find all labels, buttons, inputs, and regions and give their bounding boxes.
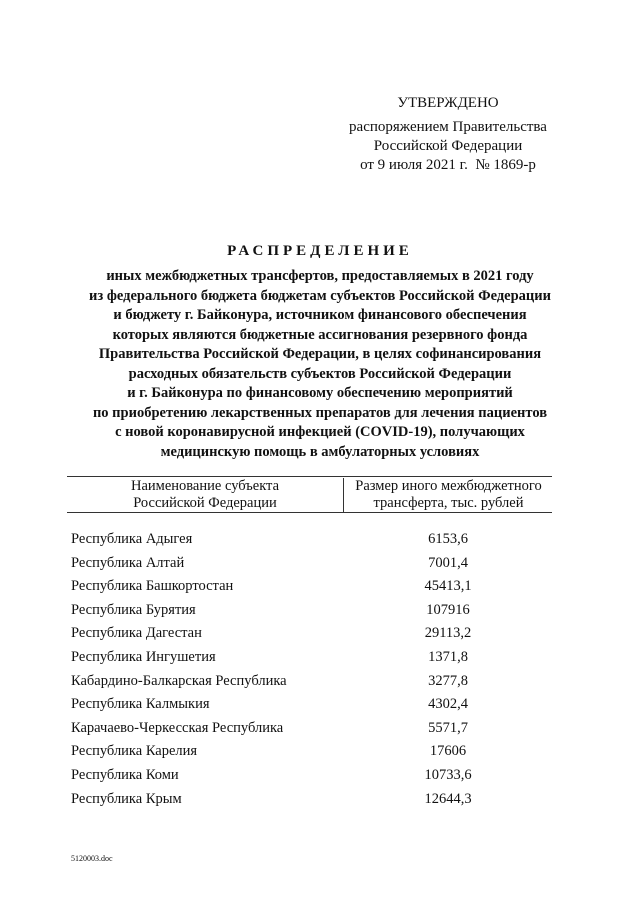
transfer-amount: 12644,3 bbox=[424, 790, 472, 807]
table-row bbox=[67, 696, 552, 719]
table-row bbox=[67, 720, 552, 743]
transfer-amount: 17606 bbox=[429, 743, 467, 760]
subtitle-line: из федерального бюджета бюджетам субъектов Российской Федерации bbox=[89, 287, 551, 304]
transfer-amount: 29113,2 bbox=[424, 625, 472, 642]
region-name: Республика Адыгея bbox=[71, 531, 193, 547]
region-name: Республика Ингушетия bbox=[71, 649, 216, 665]
header-amount: Размер иного межбюджетного трансферта, тыс. рублей bbox=[343, 478, 553, 512]
table-row bbox=[67, 555, 552, 578]
subtitle-line: медицинскую помощь в амбулаторных условиях bbox=[160, 443, 480, 460]
region-name: Республика Бурятия bbox=[71, 601, 196, 618]
region-name: Республика Дагестан bbox=[71, 625, 202, 642]
region-name: Республика Крым bbox=[71, 790, 182, 807]
region-name: Республика Башкортостан bbox=[71, 578, 234, 595]
region-name: Кабардино-Балкарская Республика bbox=[71, 672, 287, 689]
subtitle-line: и бюджету г. Байконура, источником финансового обеспечения bbox=[113, 307, 527, 323]
table-row bbox=[67, 531, 552, 554]
table-row bbox=[67, 743, 552, 766]
table-row bbox=[67, 625, 552, 648]
approval-title: УТВЕРЖДЕНО bbox=[397, 95, 499, 111]
subtitle-line: которых являются бюджетные ассигнования резервного фонда bbox=[112, 326, 528, 343]
transfer-amount: 3277,8 bbox=[428, 672, 468, 689]
subtitle-line: и г. Байконура по финансовому обеспечению мероприятий bbox=[127, 385, 513, 401]
transfer-amount: 10733,6 bbox=[424, 767, 472, 783]
table-row bbox=[67, 767, 552, 790]
transfer-amount: 45413,1 bbox=[424, 578, 472, 595]
transfer-amount: 4302,4 bbox=[428, 696, 468, 713]
table-row bbox=[67, 649, 552, 672]
subtitle-line: иных межбюджетных трансфертов, предоставляемых в 2021 году bbox=[106, 268, 534, 284]
region-name: Карачаево-Черкесская Республика bbox=[71, 719, 284, 736]
transfer-amount: 7001,4 bbox=[428, 554, 468, 571]
document-subtitle bbox=[40, 267, 600, 462]
subtitle-line: с новой коронавирусной инфекцией (COVID-19), получающих bbox=[115, 424, 525, 440]
table-row bbox=[67, 791, 552, 814]
subtitle-line: по приобретению лекарственных препаратов для лечения пациентов bbox=[92, 404, 548, 421]
region-name: Республика Алтай bbox=[71, 554, 185, 571]
transfer-amount: 1371,8 bbox=[428, 649, 468, 665]
transfer-amount: 5571,7 bbox=[428, 719, 468, 736]
table-row bbox=[67, 578, 552, 601]
region-name: Республика Коми bbox=[71, 767, 179, 783]
approval-date: от 9 июля 2021 г. № 1869-р bbox=[360, 157, 536, 173]
region-name: Республика Калмыкия bbox=[71, 696, 210, 713]
approval-line: распоряжением Правительства bbox=[349, 119, 547, 135]
transfer-amount: 107916 bbox=[426, 601, 470, 618]
subtitle-line: Правительства Российской Федерации, в целях софинансирования bbox=[98, 346, 542, 362]
table-row bbox=[67, 673, 552, 696]
transfer-amount: 6153,6 bbox=[428, 531, 468, 547]
distribution-table bbox=[67, 476, 552, 807]
table-header bbox=[67, 476, 552, 513]
header-region: Наименование субъекта Российской Федерации bbox=[130, 478, 280, 511]
file-name: 5120003.doc bbox=[71, 854, 113, 863]
document-title: РАСПРЕДЕЛЕНИЕ bbox=[227, 243, 413, 259]
approval-line: Российской Федерации bbox=[373, 138, 523, 154]
table-row bbox=[67, 602, 552, 625]
subtitle-line: расходных обязательств субъектов Российской Федерации bbox=[128, 365, 512, 382]
region-name: Республика Карелия bbox=[71, 743, 198, 760]
